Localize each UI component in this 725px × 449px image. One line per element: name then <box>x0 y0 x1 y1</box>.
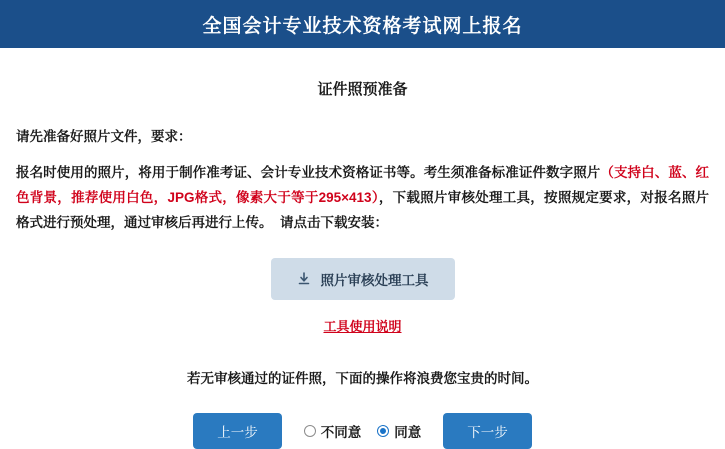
paragraph-part-2: ，下载照片审核处理工具，按照规定要求，对报名照片格式进行预处理，通过审核后再进行上传。 <box>16 190 709 231</box>
tool-manual-link[interactable]: 工具使用说明 <box>323 319 402 335</box>
radio-option-disagree[interactable] <box>304 421 362 441</box>
radio-disagree-label: 不同意 <box>320 425 362 441</box>
paragraph-highlight: （支持白、蓝、红色背景，推荐使用白色，JPG格式，像素大于等于295×413） <box>16 165 710 206</box>
section-title: 证件照预准备 <box>317 81 408 98</box>
next-step-button[interactable]: 下一步 <box>443 413 532 449</box>
intro-text: 请先准备好照片文件，要求： <box>16 129 192 144</box>
previous-step-button[interactable]: 上一步 <box>193 413 282 449</box>
requirements-paragraph <box>16 161 709 236</box>
app-header <box>0 0 725 48</box>
tool-button-container <box>16 258 709 300</box>
radio-disagree-indicator[interactable] <box>304 425 316 437</box>
notice-text: 若无审核通过的证件照，下面的操作将浪费您宝贵的时间。 <box>187 371 538 387</box>
agreement-radio-group <box>304 421 422 441</box>
paragraph-part-3: 请点击下载安装： <box>280 215 389 231</box>
download-icon <box>297 272 311 286</box>
radio-agree-indicator[interactable] <box>377 425 389 437</box>
radio-agree-label: 同意 <box>394 425 422 441</box>
page-title: 全国会计专业技术资格考试网上报名 <box>202 15 523 37</box>
main-content <box>0 78 725 449</box>
download-tool-label: 照片审核处理工具 <box>320 273 429 289</box>
download-tool-button[interactable] <box>271 258 455 300</box>
paragraph-part-1: 报名时使用的照片，将用于制作准考证、会计专业技术资格证书等。考生须准备标准证件数字照片 <box>16 165 601 181</box>
radio-option-agree[interactable] <box>377 421 421 441</box>
action-bar <box>16 413 709 449</box>
manual-link-container <box>16 316 709 335</box>
